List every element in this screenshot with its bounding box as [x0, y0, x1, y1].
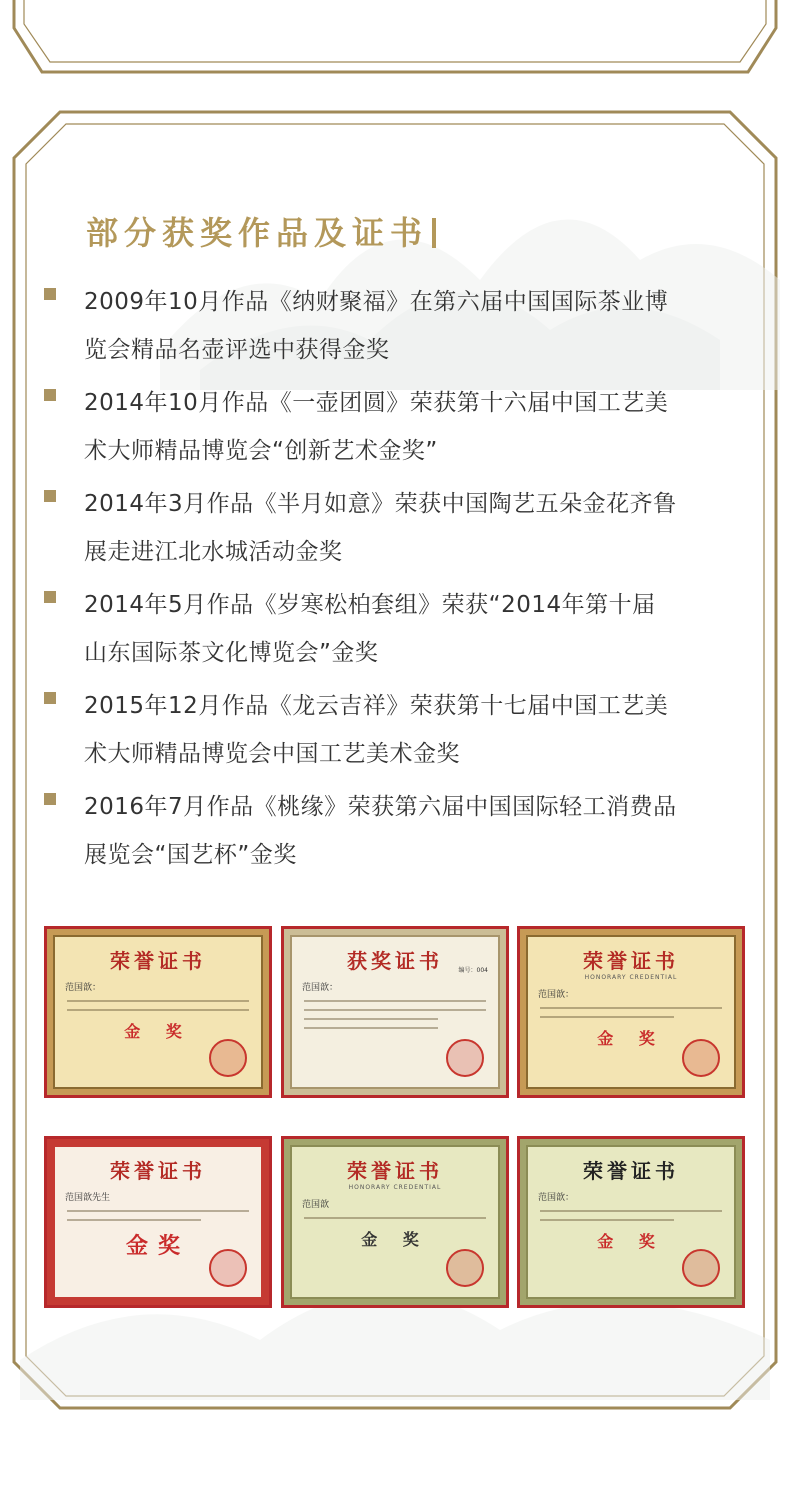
section-title: 部分获奖作品及证书: [86, 208, 436, 254]
award-text-line1: 2009年10月作品《纳财聚福》在第六届中国国际茶业博: [84, 289, 669, 315]
square-bullet-icon: [44, 793, 56, 805]
certificate-text-line: [540, 1007, 722, 1009]
certificate-recipient: 范国歆：: [65, 983, 102, 993]
certificate-title: 荣誉证书: [583, 1159, 679, 1183]
award-text-line1: 2014年5月作品《岁寒松柏套组》荣获“2014年第十届: [84, 592, 656, 618]
certificate-recipient: 范国歆：: [538, 1193, 575, 1203]
award-text-line1: 2015年12月作品《龙云吉祥》荣获第十七届中国工艺美: [84, 693, 669, 719]
certificate-text-line: [67, 1210, 249, 1212]
certificate-recipient: 范国歆：: [538, 990, 575, 1000]
title-bar-accent: [432, 218, 436, 248]
certificate-recipient: 范国歆: [302, 1200, 330, 1210]
award-text-line2: 展走进江北水城活动金奖: [84, 539, 343, 565]
square-bullet-icon: [44, 692, 56, 704]
award-text-line1: 2014年10月作品《一壶团圆》荣获第十六届中国工艺美: [84, 390, 669, 416]
top-frame-ornament: [0, 0, 790, 80]
red-seal-stamp: [682, 1249, 720, 1287]
award-text-line2: 展览会“国艺杯”金奖: [84, 842, 297, 868]
award-item: [44, 379, 744, 480]
red-seal-stamp: [209, 1249, 247, 1287]
certificate-title: 荣誉证书: [583, 949, 679, 973]
certificate-image: [517, 926, 745, 1098]
award-text-line1: 2016年7月作品《桃缘》荣获第六届中国国际轻工消费品: [84, 794, 677, 820]
award-list: [44, 278, 744, 884]
award-item: [44, 278, 744, 379]
award-item: [44, 480, 744, 581]
award-text-line2: 览会精品名壶评选中获得金奖: [84, 337, 390, 363]
red-seal-stamp: [682, 1039, 720, 1077]
certificate-title: 荣誉证书: [110, 1159, 206, 1183]
certificate-image: [281, 926, 509, 1098]
red-seal-stamp: [209, 1039, 247, 1077]
certificate-text-line: [304, 1217, 486, 1219]
certificate-text-line: [67, 1000, 249, 1002]
certificate-number: 编号：004: [458, 967, 488, 974]
award-text-line2: 术大师精品博览会中国工艺美术金奖: [84, 741, 460, 767]
certificate-image: [517, 1136, 745, 1308]
certificate-title: 荣誉证书: [347, 1159, 443, 1183]
certificate-prize: 金 奖: [361, 1230, 429, 1249]
certificate-prize: 金奖: [125, 1233, 190, 1259]
certificate-text-line: [67, 1009, 249, 1011]
square-bullet-icon: [44, 389, 56, 401]
certificate-text-line: [304, 1009, 486, 1011]
award-text-line1: 2014年3月作品《半月如意》荣获中国陶艺五朵金花齐鲁: [84, 491, 677, 517]
certificate-subtitle: HONORARY CREDENTIAL: [584, 974, 678, 981]
certificate-recipient: 范国歆：: [302, 983, 339, 993]
certificate-subtitle: HONORARY CREDENTIAL: [348, 1184, 442, 1191]
certificate-text-line: [540, 1219, 674, 1221]
certificate-prize: 金 奖: [124, 1022, 192, 1041]
certificate-recipient: 范国歆先生: [65, 1193, 111, 1203]
red-seal-stamp: [446, 1249, 484, 1287]
certificate-text-line: [67, 1219, 201, 1221]
certificate-text-line: [540, 1016, 674, 1018]
certificate-text-line: [304, 1027, 438, 1029]
certificate-text-line: [304, 1000, 486, 1002]
award-text-line2: 山东国际茶文化博览会”金奖: [84, 640, 379, 666]
certificate-title: 荣誉证书: [110, 949, 206, 973]
certificate-image: [281, 1136, 509, 1308]
certificate-image: [44, 926, 272, 1098]
award-item: [44, 682, 744, 783]
award-text-line2: 术大师精品博览会“创新艺术金奖”: [84, 438, 438, 464]
square-bullet-icon: [44, 288, 56, 300]
award-item: [44, 581, 744, 682]
square-bullet-icon: [44, 591, 56, 603]
square-bullet-icon: [44, 490, 56, 502]
red-seal-stamp: [446, 1039, 484, 1077]
certificate-text-line: [540, 1210, 722, 1212]
certificate-image: [44, 1136, 272, 1308]
certificate-text-line: [304, 1018, 438, 1020]
certificate-prize: 金 奖: [597, 1029, 665, 1048]
certificate-prize: 金 奖: [597, 1232, 665, 1251]
award-item: [44, 783, 744, 884]
certificate-title: 获奖证书: [347, 949, 443, 973]
